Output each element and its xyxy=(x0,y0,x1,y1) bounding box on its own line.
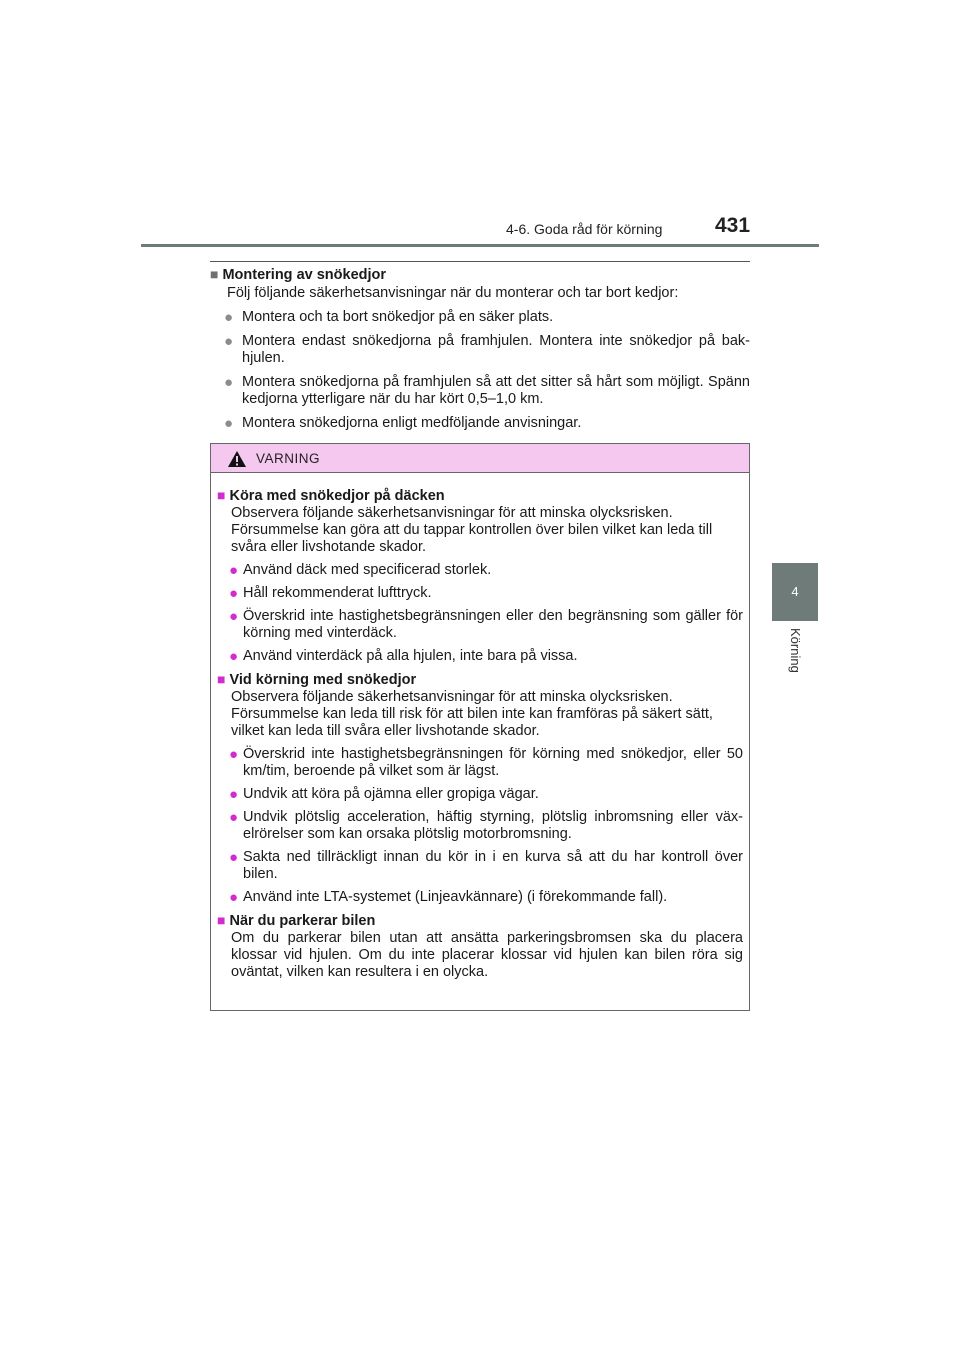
warning-section-intro: Om du parkerar bilen utan att ansätta parkeringsbromsen ska du placera klossar vid hjulen. Om du inte placerar klossar vid hjulen kan bilen röra sig oväntat, vilken kan resultera i en olycka. xyxy=(231,930,743,980)
bullet-dot-icon: ● xyxy=(229,608,239,625)
section-divider xyxy=(210,261,750,262)
bullet-dot-icon: ● xyxy=(229,889,239,906)
list-item: ● Använd inte LTA-systemet (Linjeavkännare) (i förekommande fall). xyxy=(229,889,668,906)
warning-section xyxy=(217,912,743,981)
warning-section-title: ■ Vid körning med snökedjor xyxy=(217,671,417,688)
bullet-dot-icon: ● xyxy=(224,415,234,432)
list-item: ● Överskrid inte hastighetsbegränsningen eller den begränsning som gäller för körning med vinterdäck. xyxy=(229,608,743,641)
list-item: ● Använd däck med specificerad storlek. xyxy=(229,562,492,579)
warning-body xyxy=(211,473,749,981)
bullet-dot-icon: ● xyxy=(229,585,239,602)
square-bullet-icon: ■ xyxy=(210,266,219,282)
bullet-dot-icon: ● xyxy=(224,333,234,350)
main-section xyxy=(210,266,750,432)
warning-box xyxy=(210,443,750,1011)
warning-section-intro: Observera följande säkerhetsanvisningar för att minska olycksrisken. Försummelse kan göra att du tappar kontrollen över bilen vilket kan leda till svåra eller livshotande skador. xyxy=(231,505,713,555)
section-intro: Följ följande säkerhetsanvisningar när du monterar och tar bort kedjor: xyxy=(227,285,679,301)
bullet-dot-icon: ● xyxy=(229,648,239,665)
warning-bullets xyxy=(217,562,743,665)
warning-header xyxy=(211,444,749,473)
warning-label: VARNING xyxy=(256,451,321,466)
warning-triangle-icon xyxy=(227,450,247,468)
bullet-dot-icon: ● xyxy=(229,786,239,803)
warning-bullets xyxy=(217,746,743,906)
bullet-dot-icon: ● xyxy=(224,309,234,326)
section-bullets xyxy=(210,309,750,432)
warning-section xyxy=(217,487,743,665)
list-item: ● Montera snökedjorna på framhjulen så att det sitter så hårt som möjligt. Spänn kedjorna ytterligare när du har kört 0,5–1,0 km. xyxy=(224,374,750,407)
chapter-tab[interactable]: 4 xyxy=(772,563,818,621)
list-item: ● Håll rekommenderat lufttryck. xyxy=(229,585,432,602)
bullet-dot-icon: ● xyxy=(229,562,239,579)
list-item: ● Sakta ned tillräckligt innan du kör in i en kurva så att du har kontroll över bilen. xyxy=(229,849,743,882)
list-item: ● Undvik plötslig acceleration, häftig styrning, plötslig inbromsning eller väx-elrörelser som kan orsaka plötslig motorbromsning. xyxy=(229,809,743,842)
bullet-dot-icon: ● xyxy=(229,849,239,866)
chapter-label: Körning xyxy=(788,628,803,673)
bullet-dot-icon: ● xyxy=(229,809,239,826)
list-item: ● Överskrid inte hastighetsbegränsningen för körning med snökedjor, eller 50 km/tim, beroende på vilket som är lägst. xyxy=(229,746,743,779)
square-bullet-icon: ■ xyxy=(217,671,226,687)
square-bullet-icon: ■ xyxy=(217,487,226,503)
bullet-dot-icon: ● xyxy=(224,374,234,391)
warning-section-title: ■ När du parkerar bilen xyxy=(217,912,376,929)
list-item: ● Montera endast snökedjorna på framhjulen. Montera inte snökedjor på bak-hjulen. xyxy=(224,333,750,366)
section-title: ■ Montering av snökedjor xyxy=(210,266,387,283)
header-section-title: 4-6. Goda råd för körning xyxy=(506,221,663,237)
list-item: ● Montera och ta bort snökedjor på en säker plats. xyxy=(224,309,554,326)
bullet-dot-icon: ● xyxy=(229,746,239,763)
page-number: 431 xyxy=(715,214,751,237)
list-item: ● Montera snökedjorna enligt medföljande anvisningar. xyxy=(224,415,582,432)
warning-section xyxy=(217,671,743,906)
square-bullet-icon: ■ xyxy=(217,912,226,928)
warning-section-intro: Observera följande säkerhetsanvisningar för att minska olycksrisken. Försummelse kan leda till risk för att bilen inte kan framföras på säkert sätt, vilket kan leda till svåra eller livshotande skador. xyxy=(231,689,713,739)
list-item: ● Undvik att köra på ojämna eller gropiga vägar. xyxy=(229,786,539,803)
list-item: ● Använd vinterdäck på alla hjulen, inte bara på vissa. xyxy=(229,648,578,665)
warning-section-title: ■ Köra med snökedjor på däcken xyxy=(217,487,445,504)
header-rule xyxy=(141,244,819,247)
